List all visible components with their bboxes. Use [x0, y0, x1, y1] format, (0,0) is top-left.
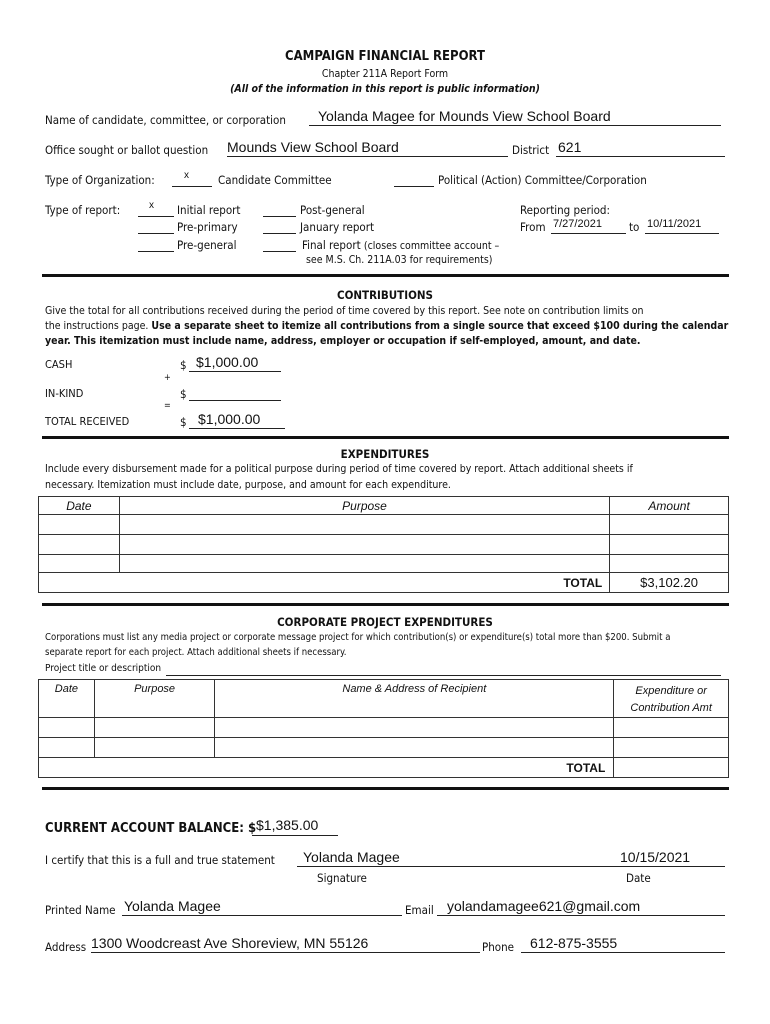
- inkind-dollar: $: [180, 387, 187, 401]
- candidate-label: Name of candidate, committee, or corporation: [45, 113, 286, 127]
- date-label: Date: [626, 871, 651, 885]
- corporate-desc-2: separate report for each project. Attach additional sheets if necessary.: [45, 647, 347, 658]
- from-label: From: [520, 220, 546, 234]
- signature-field[interactable]: Yolanda Magee: [303, 849, 400, 865]
- balance-field[interactable]: $1,385.00: [256, 817, 319, 833]
- phone-field[interactable]: 612-875-3555: [530, 935, 618, 951]
- address-line: [91, 952, 480, 953]
- phone-line: [521, 952, 725, 953]
- expenditures-total-label: TOTAL: [39, 573, 610, 593]
- expenditures-title: EXPENDITURES: [340, 447, 430, 461]
- january-label: January report: [300, 220, 375, 234]
- from-line: [551, 233, 626, 234]
- total-received-label: TOTAL RECEIVED: [45, 415, 130, 428]
- political-committee-checkline[interactable]: [394, 186, 434, 187]
- date-field[interactable]: 10/15/2021: [620, 849, 691, 865]
- table-row[interactable]: [39, 515, 729, 535]
- form-title: CAMPAIGN FINANCIAL REPORT: [285, 49, 485, 64]
- table-row[interactable]: [39, 718, 729, 738]
- district-field[interactable]: 621: [558, 139, 582, 155]
- candidate-line: [309, 125, 721, 126]
- final-label: [302, 238, 499, 252]
- expenditures-table: [38, 496, 729, 593]
- address-label: Address: [45, 940, 87, 954]
- table-row[interactable]: [39, 555, 729, 573]
- corporate-col-purpose: Purpose: [94, 680, 215, 718]
- equals-sign: =: [164, 401, 171, 411]
- from-field[interactable]: 7/27/2021: [553, 218, 602, 230]
- expenditures-col-date: Date: [39, 497, 120, 515]
- email-label: Email: [405, 903, 434, 917]
- contributions-desc-1: Give the total for all contributions received during the period of time covered by this report. See note on contribution limits on: [45, 305, 644, 317]
- divider-1: [42, 274, 729, 277]
- expenditures-col-amount: Amount: [610, 497, 729, 515]
- office-label: Office sought or ballot question: [45, 143, 209, 157]
- total-line: [189, 428, 285, 429]
- preprimary-label: Pre-primary: [177, 220, 238, 234]
- district-label: District: [512, 143, 550, 157]
- initial-label: Initial report: [177, 203, 241, 217]
- email-line: [437, 915, 725, 916]
- signature-label: Signature: [317, 871, 367, 885]
- contributions-title: CONTRIBUTIONS: [336, 288, 433, 302]
- postgeneral-checkline[interactable]: [263, 216, 296, 217]
- cash-label: CASH: [45, 358, 73, 371]
- divider-2: [42, 436, 729, 439]
- contributions-desc-2: [45, 320, 728, 332]
- to-label: to: [629, 220, 640, 234]
- preprimary-checkline[interactable]: [138, 233, 174, 234]
- corporate-col-amount-line1: Expenditure or: [635, 685, 707, 697]
- expenditures-desc-2: necessary. Itemization must include date, purpose, and amount for each expenditure.: [45, 479, 451, 491]
- address-field[interactable]: 1300 Woodcreast Ave Shoreview, MN 55126: [91, 935, 369, 951]
- postgeneral-label: Post-general: [300, 203, 365, 217]
- balance-line: [252, 835, 338, 836]
- final-note: (closes committee account –: [363, 240, 500, 252]
- political-committee-label: Political (Action) Committee/Corporation: [438, 173, 647, 187]
- organization-label: Type of Organization:: [45, 173, 155, 187]
- project-title-field[interactable]: [166, 675, 721, 676]
- office-line: [227, 156, 508, 157]
- corporate-col-amount-line2: Contribution Amt: [630, 702, 712, 714]
- email-field[interactable]: yolandamagee621@gmail.com: [447, 898, 641, 914]
- project-title-label: Project title or description: [45, 663, 162, 674]
- corporate-table: [38, 679, 729, 778]
- corporate-col-date: Date: [39, 680, 95, 718]
- contributions-desc-2b: Use a separate sheet to itemize all contributions from a single source that exceed $100 during the calendar: [151, 320, 729, 332]
- corporate-col-amount: [614, 680, 729, 718]
- reporting-period-label: Reporting period:: [520, 203, 610, 217]
- form-note: (All of the information in this report is public information): [230, 83, 540, 95]
- initial-mark[interactable]: x: [149, 200, 154, 211]
- corporate-total-field[interactable]: [614, 758, 729, 778]
- january-checkline[interactable]: [263, 233, 296, 234]
- to-line: [645, 233, 719, 234]
- form-subtitle: Chapter 211A Report Form: [321, 68, 449, 80]
- corporate-title: CORPORATE PROJECT EXPENDITURES: [277, 615, 493, 629]
- contributions-desc-2a: the instructions page.: [45, 320, 152, 332]
- expenditures-col-purpose: Purpose: [119, 497, 609, 515]
- candidate-committee-checkline: [172, 186, 212, 187]
- total-received-field[interactable]: $1,000.00: [198, 411, 261, 427]
- corporate-desc-1: Corporations must list any media project or corporate message project for which contribution(s) or expenditure(s) total more than $200. Submit a: [45, 632, 671, 643]
- district-line: [556, 156, 725, 157]
- signature-line: [297, 866, 725, 867]
- final-label-text: Final report: [302, 238, 361, 252]
- cash-dollar: $: [180, 358, 187, 372]
- printed-name-field[interactable]: Yolanda Magee: [124, 898, 221, 914]
- office-field[interactable]: Mounds View School Board: [227, 139, 399, 155]
- cash-field[interactable]: $1,000.00: [196, 354, 259, 370]
- pregeneral-checkline[interactable]: [138, 251, 174, 252]
- divider-4: [42, 787, 729, 790]
- inkind-label: IN-KIND: [45, 387, 84, 400]
- certify-label: I certify that this is a full and true statement: [45, 853, 275, 867]
- candidate-committee-label: Candidate Committee: [218, 173, 332, 187]
- pregeneral-label: Pre-general: [177, 238, 237, 252]
- expenditures-total-field[interactable]: $3,102.20: [610, 573, 729, 593]
- printed-name-label: Printed Name: [45, 903, 116, 917]
- candidate-field[interactable]: Yolanda Magee for Mounds View School Board: [318, 108, 611, 124]
- inkind-field[interactable]: [189, 400, 281, 401]
- final-checkline[interactable]: [263, 251, 296, 252]
- balance-label: CURRENT ACCOUNT BALANCE: $: [45, 821, 257, 836]
- table-row[interactable]: [39, 738, 729, 758]
- total-dollar: $: [180, 415, 187, 429]
- corporate-col-recipient: Name & Address of Recipient: [215, 680, 614, 718]
- candidate-committee-mark[interactable]: x: [184, 170, 189, 181]
- final-note-2: see M.S. Ch. 211A.03 for requirements): [306, 254, 493, 266]
- table-row[interactable]: [39, 535, 729, 555]
- phone-label: Phone: [482, 940, 515, 954]
- printed-name-line: [122, 915, 402, 916]
- divider-3: [42, 603, 729, 606]
- plus-sign: +: [164, 373, 171, 383]
- report-type-label: Type of report:: [45, 203, 121, 217]
- contributions-desc-3: year. This itemization must include name, address, employer or occupation if self-employed, amount, and date.: [45, 335, 641, 347]
- to-field[interactable]: 10/11/2021: [647, 218, 702, 230]
- initial-checkline: [138, 216, 174, 217]
- corporate-total-label: TOTAL: [39, 758, 614, 778]
- expenditures-desc-1: Include every disbursement made for a political purpose during period of time covered by report. Attach additional sheets if: [45, 463, 633, 475]
- cash-line: [189, 371, 281, 372]
